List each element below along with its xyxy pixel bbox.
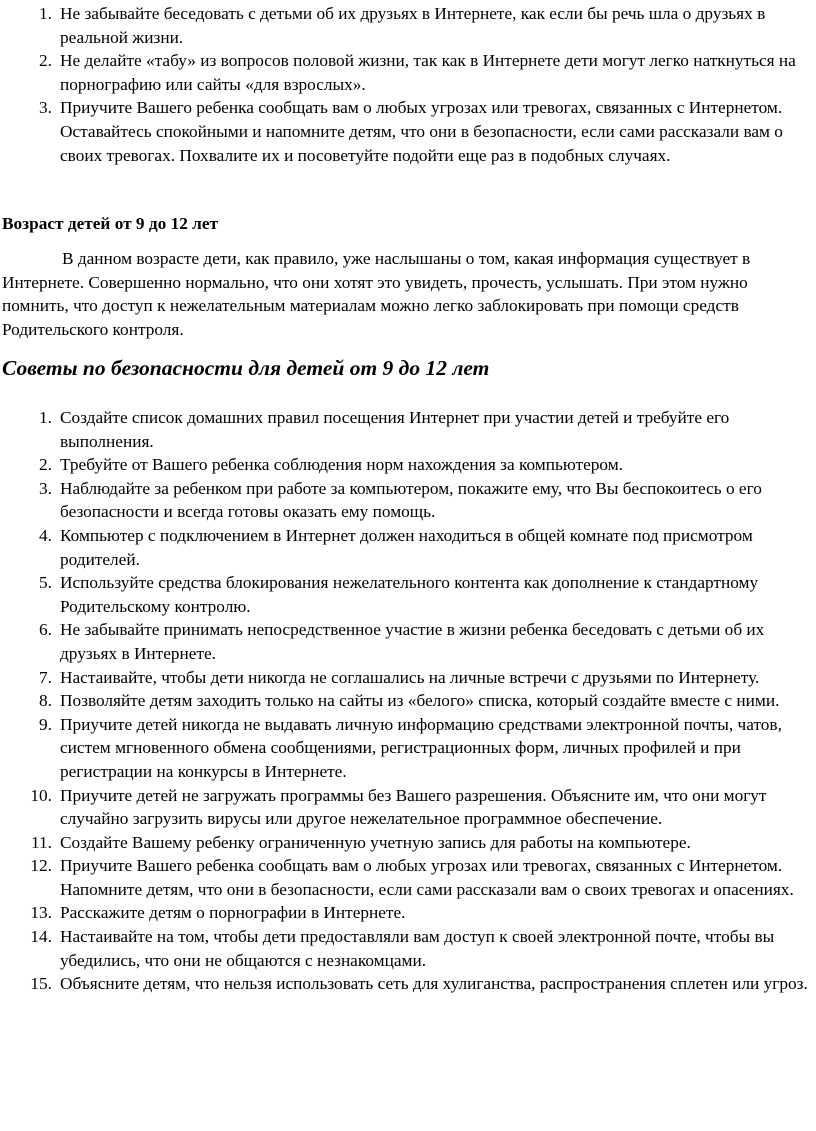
age-section-paragraph: В данном возрасте дети, как правило, уже наслышаны о том, какая информация существует в Интернете. Совершенно нормально, что они хотят это увидеть, прочесть, услышать. При этом нужно помнить, что доступ к нежелательным материалам можно легко заблокировать при помощи средств Родительского контроля. [2, 249, 751, 339]
list-item-text: Расскажите детям о порнографии в Интернете. [60, 903, 406, 923]
list-item [0, 831, 812, 855]
list-item-number: 12. [30, 856, 52, 876]
list-item [0, 2, 812, 49]
age-section-heading: Возраст детей от 9 до 12 лет [2, 214, 219, 233]
list-item-number: 15. [30, 974, 52, 994]
list-item-number: 2. [39, 51, 52, 71]
list-item [0, 972, 812, 996]
list-item-text: Используйте средства блокирования нежелательного контента как дополнение к стандартному Родительскому контролю. [60, 573, 759, 616]
list-item-text: Приучите Вашего ребенка сообщать вам о любых угрозах или тревогах, связанных с Интернетом. Напомните детям, что они в безопасности, если сами рассказали вам о своих тревогах и опасениях. [60, 856, 794, 899]
list-item-text: Приучите детей никогда не выдавать личную информацию средствами электронной почты, чатов, систем мгновенного обмена сообщениями, регистрационных форм, личных профилей и при регистрации на конкурсы в Интернете. [60, 714, 782, 781]
list-item-number: 13. [30, 903, 52, 923]
list-item-text: Объясните детям, что нельзя использовать сеть для хулиганства, распространения сплетен или угроз. [60, 974, 808, 994]
list-item [0, 925, 812, 972]
list-item [0, 571, 812, 618]
list-item-number: 11. [31, 832, 52, 852]
list-item-number: 10. [30, 785, 52, 805]
list-item-text: Не делайте «табу» из вопросов половой жизни, так как в Интернете дети могут легко наткнуться на порнографию или сайты «для взрослых». [60, 51, 796, 94]
list-item-text: Не забывайте принимать непосредственное участие в жизни ребенка беседовать с детьми об их друзьях в Интернете. [60, 620, 765, 663]
list-item-text: Требуйте от Вашего ребенка соблюдения норм нахождения за компьютером. [60, 455, 623, 475]
list-item-text: Настаивайте, чтобы дети никогда не соглашались на личные встречи с друзьями по Интернету. [60, 667, 760, 687]
top-numbered-list [0, 2, 812, 167]
list-item [0, 713, 812, 784]
list-item-number: 4. [39, 525, 52, 545]
list-item [0, 477, 812, 524]
list-item [0, 666, 812, 690]
list-item-text: Позволяйте детям заходить только на сайты из «белого» списка, который создайте вместе с ними. [60, 691, 780, 711]
list-item [0, 453, 812, 477]
tips-numbered-list [0, 406, 812, 996]
list-item-number: 1. [39, 4, 52, 23]
list-item-number: 2. [39, 455, 52, 475]
list-item [0, 689, 812, 713]
list-item [0, 96, 812, 167]
list-item-number: 1. [39, 408, 52, 427]
list-item-text: Приучите Вашего ребенка сообщать вам о любых угрозах или тревогах, связанных с Интернетом. Оставайтесь спокойными и напомните детям, что они в безопасности, если сами рассказали вам о своих тревогах. Похвалите их и посоветуйте подойти еще раз в подобных случаях. [60, 98, 783, 165]
list-item [0, 784, 812, 831]
list-item-number: 7. [39, 667, 52, 687]
list-item [0, 901, 812, 925]
list-item [0, 406, 812, 453]
list-item-text: Наблюдайте за ребенком при работе за компьютером, покажите ему, что Вы беспокоитесь о его безопасности и всегда готовы оказать ему помощь. [60, 478, 762, 522]
list-item-text: Создайте список домашних правил посещения Интернет при участии детей и требуйте его выполнения. [60, 408, 730, 451]
list-item-number: 9. [39, 714, 52, 734]
list-item-text: Создайте Вашему ребенку ограниченную учетную запись для работы на компьютере. [60, 832, 691, 852]
list-item-text: Настаивайте на том, чтобы дети предоставляли вам доступ к своей электронной почте, чтобы вы убедились, что они не общаются с незнакомцами. [60, 927, 775, 970]
list-item-text: Приучите детей не загружать программы без Вашего разрешения. Объясните им, что они могут случайно загрузить вирусы или другое нежелательное программное обеспечение. [60, 785, 767, 829]
list-item-number: 8. [39, 691, 52, 711]
list-item-number: 14. [30, 927, 52, 947]
list-item [0, 524, 812, 571]
list-item [0, 618, 812, 665]
list-item-number: 5. [39, 573, 52, 593]
list-item [0, 49, 812, 96]
list-item-number: 3. [39, 478, 52, 498]
list-item [0, 854, 812, 901]
list-item-number: 3. [39, 98, 52, 118]
tips-heading: Советы по безопасности для детей от 9 до 12 лет [2, 356, 490, 380]
list-item-text: Компьютер с подключением в Интернет должен находиться в общей комнате под присмотром родителей. [60, 525, 753, 569]
list-item-text: Не забывайте беседовать с детьми об их друзьях в Интернете, как если бы речь шла о друзьях в реальной жизни. [60, 4, 766, 47]
list-item-number: 6. [39, 620, 52, 640]
